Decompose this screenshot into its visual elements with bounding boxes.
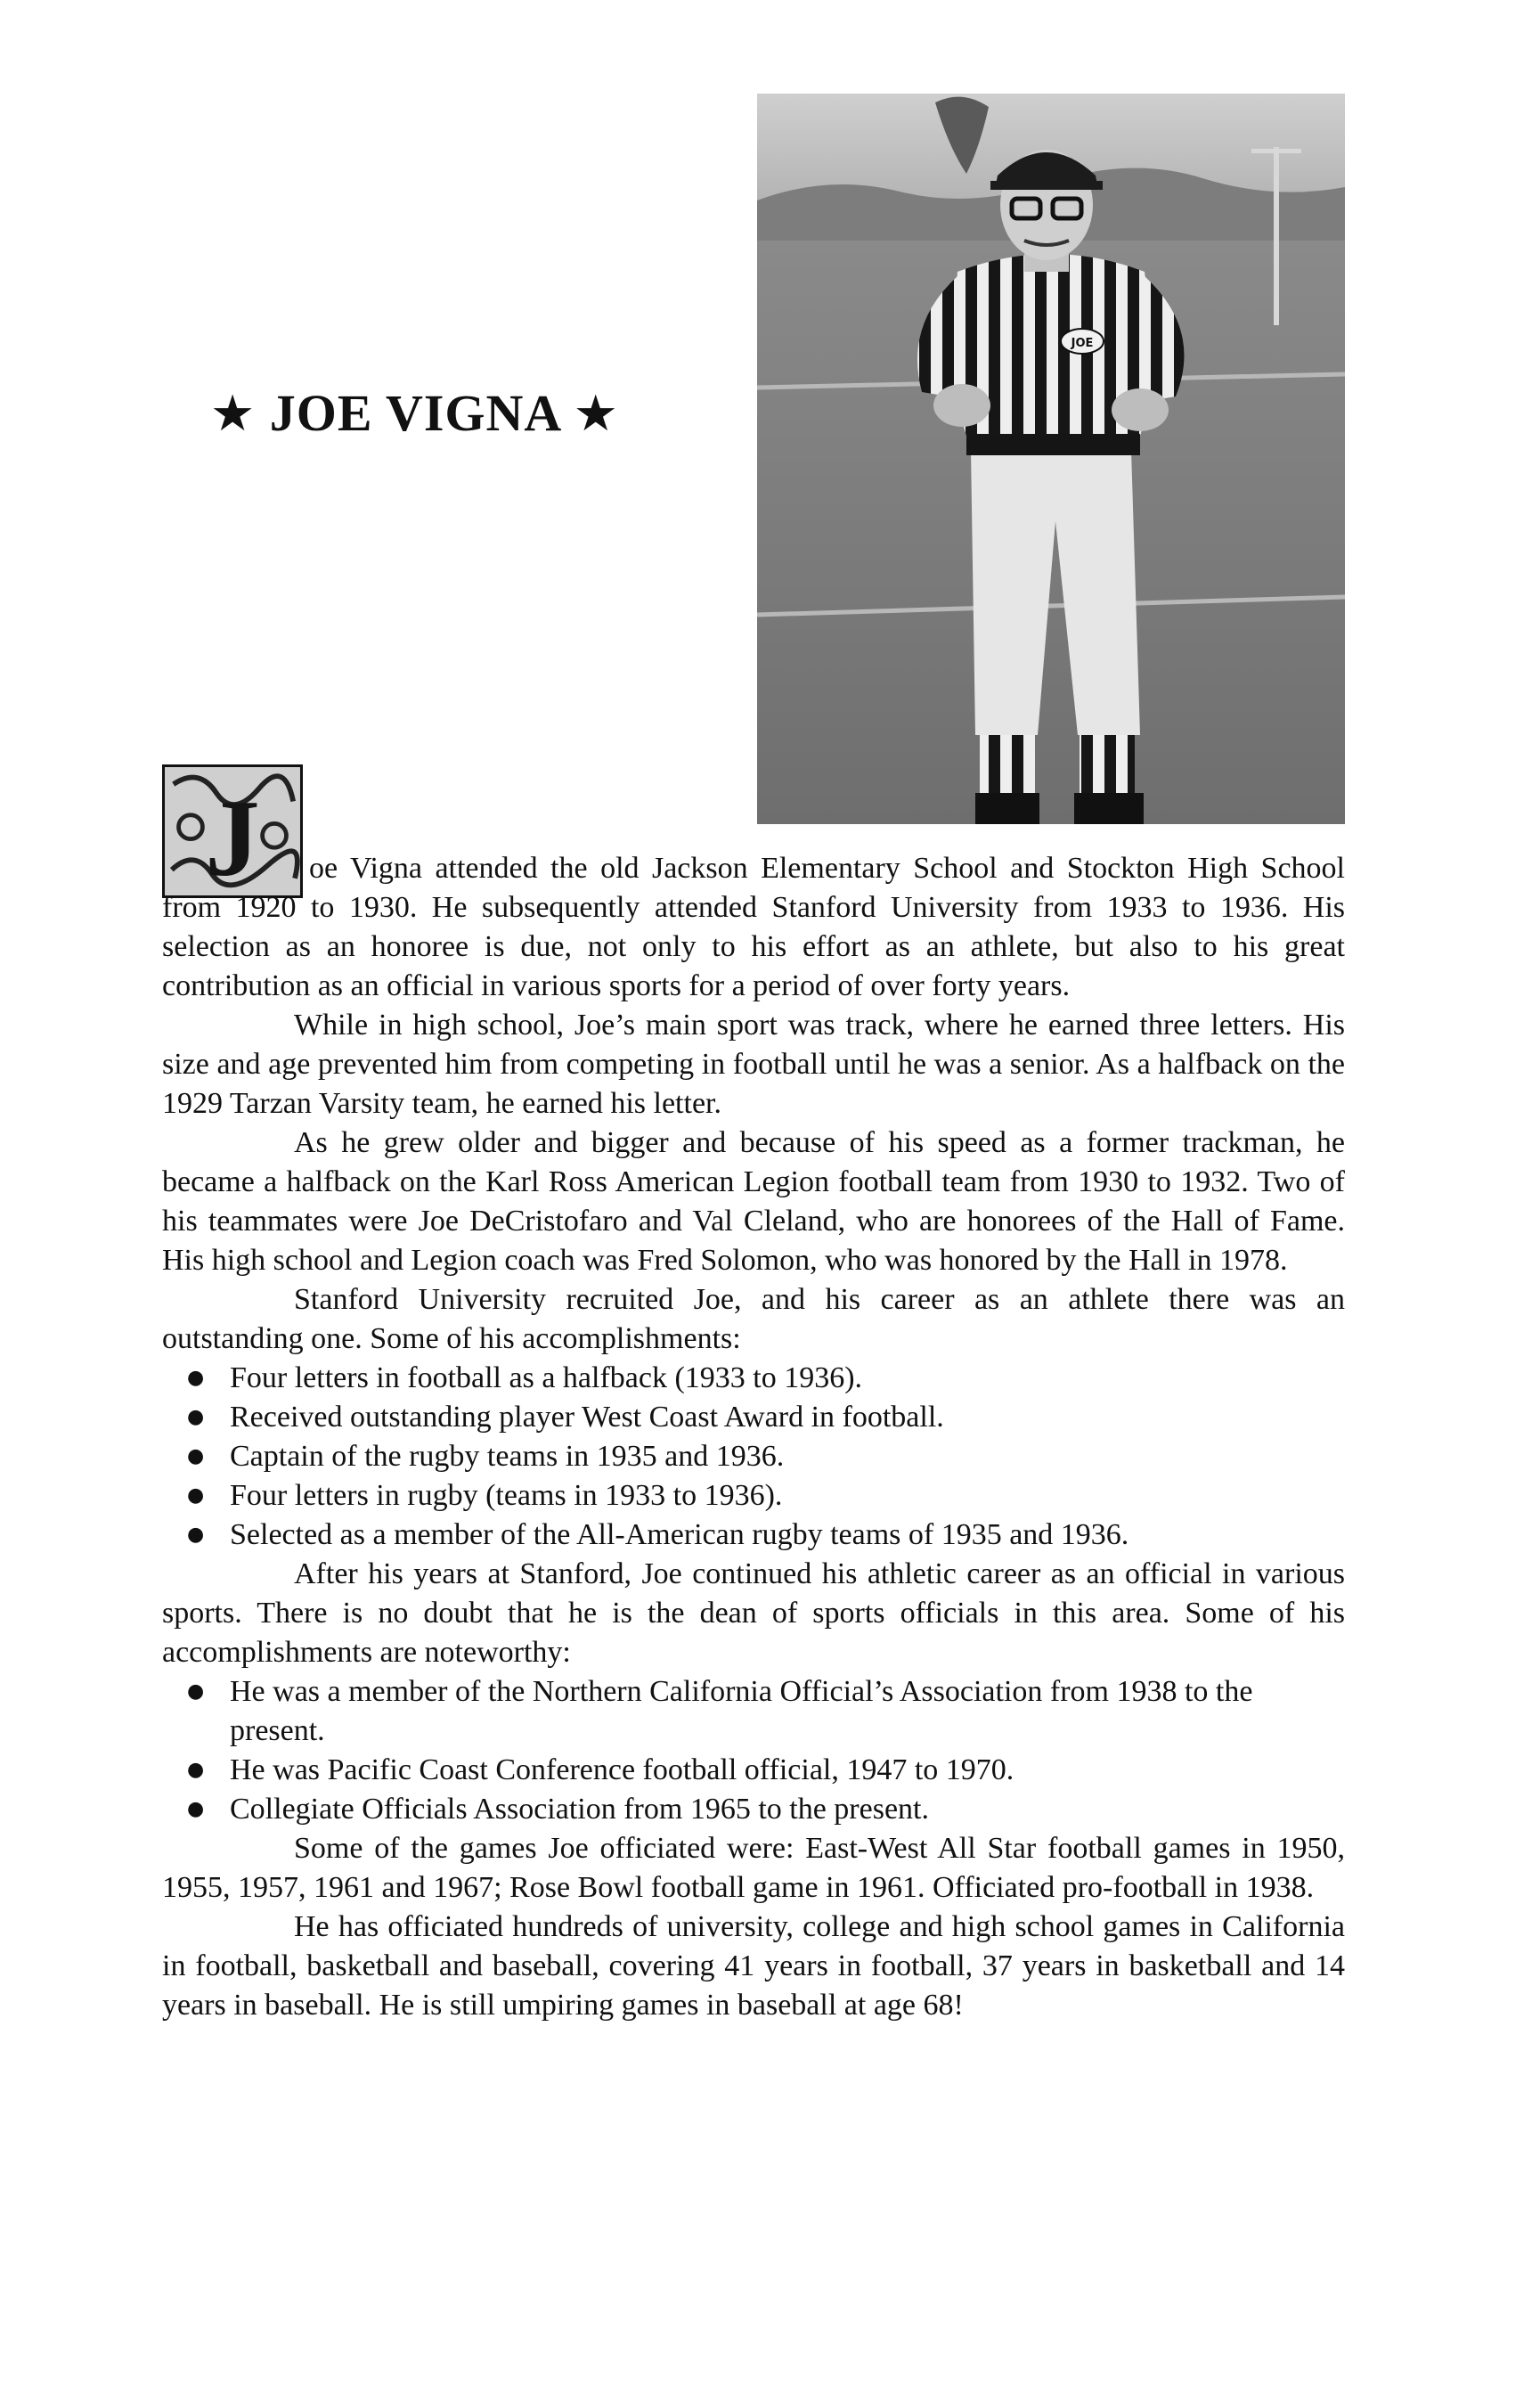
list-item: ● Four letters in rugby (teams in 1933 to 1936). [162, 1476, 1345, 1516]
star-icon-left: ★ [210, 385, 257, 443]
list-item: ● Received outstanding player West Coast Award in football. [162, 1398, 1345, 1437]
honoree-title [210, 383, 619, 443]
honoree-name: JOE VIGNA [269, 384, 560, 442]
stanford-accomplishments-list [162, 1359, 1345, 1555]
list-item: ● Selected as a member of the All-American rugby teams of 1935 and 1936. [162, 1516, 1345, 1555]
paragraph-7: He has officiated hundreds of university, college and high school games in California in football, basketball and baseball, covering 41 years in football, 37 years in basketball and 14 years in baseball. He is still umpiring games in baseball at age 68! [162, 1910, 1345, 2022]
list-item: ● Four letters in football as a halfback (1933 to 1936). [162, 1359, 1345, 1398]
paragraph-4: Stanford University recruited Joe, and his career as an athlete there was an outstanding one. Some of his accomplishments: [162, 1283, 1345, 1355]
shirt-badge-text: JOE [1071, 337, 1094, 350]
paragraph-3: As he grew older and bigger and because of his speed as a former trackman, he became a halfback on the Karl Ross American Legion football team from 1930 to 1932. Two of his teammates were Joe DeCristofaro and Val Cleland, who are honorees of the Hall of Fame. His high school and Legion coach was Fred Solomon, who was honored by the Hall in 1978. [162, 1126, 1345, 1277]
star-icon-right: ★ [573, 385, 619, 443]
official-accomplishments-list [162, 1672, 1345, 1829]
paragraph-6: Some of the games Joe officiated were: East-West All Star football games in 1950, 1955, 1957, 1961 and 1967; Rose Bowl football game in 1961. Officiated pro-football in 1938. [162, 1832, 1345, 1904]
paragraph-1: oe Vigna attended the old Jackson Elementary School and Stockton High School from 1920 to 1930. He subsequently attended Stanford University from 1933 to 1936. His selection as an honoree is due, not only to his effort as an athlete, but also to his great contribution as an official in various sports for a period of over forty years. [162, 852, 1345, 1002]
list-item: ● Captain of the rugby teams in 1935 and 1936. [162, 1437, 1345, 1476]
referee-photo [757, 94, 1345, 824]
list-item: ● Collegiate Officials Association from 1965 to the present. [162, 1790, 1345, 1829]
article-body [162, 849, 1345, 2025]
paragraph-2: While in high school, Joe’s main sport was track, where he earned three letters. His size and age prevented him from competing in football until he was a senior. As a halfback on the 1929 Tarzan Varsity team, he earned his letter. [162, 1009, 1345, 1120]
list-item: ● He was Pacific Coast Conference football official, 1947 to 1970. [162, 1751, 1345, 1790]
list-item: ● He was a member of the Northern California Official’s Association from 1938 to the present. [162, 1672, 1345, 1751]
drop-cap-letter: J [205, 776, 260, 895]
paragraph-5: After his years at Stanford, Joe continued his athletic career as an official in various sports. There is no doubt that he is the dean of sports officials in this area. Some of his accomplishments are noteworthy: [162, 1557, 1345, 1669]
